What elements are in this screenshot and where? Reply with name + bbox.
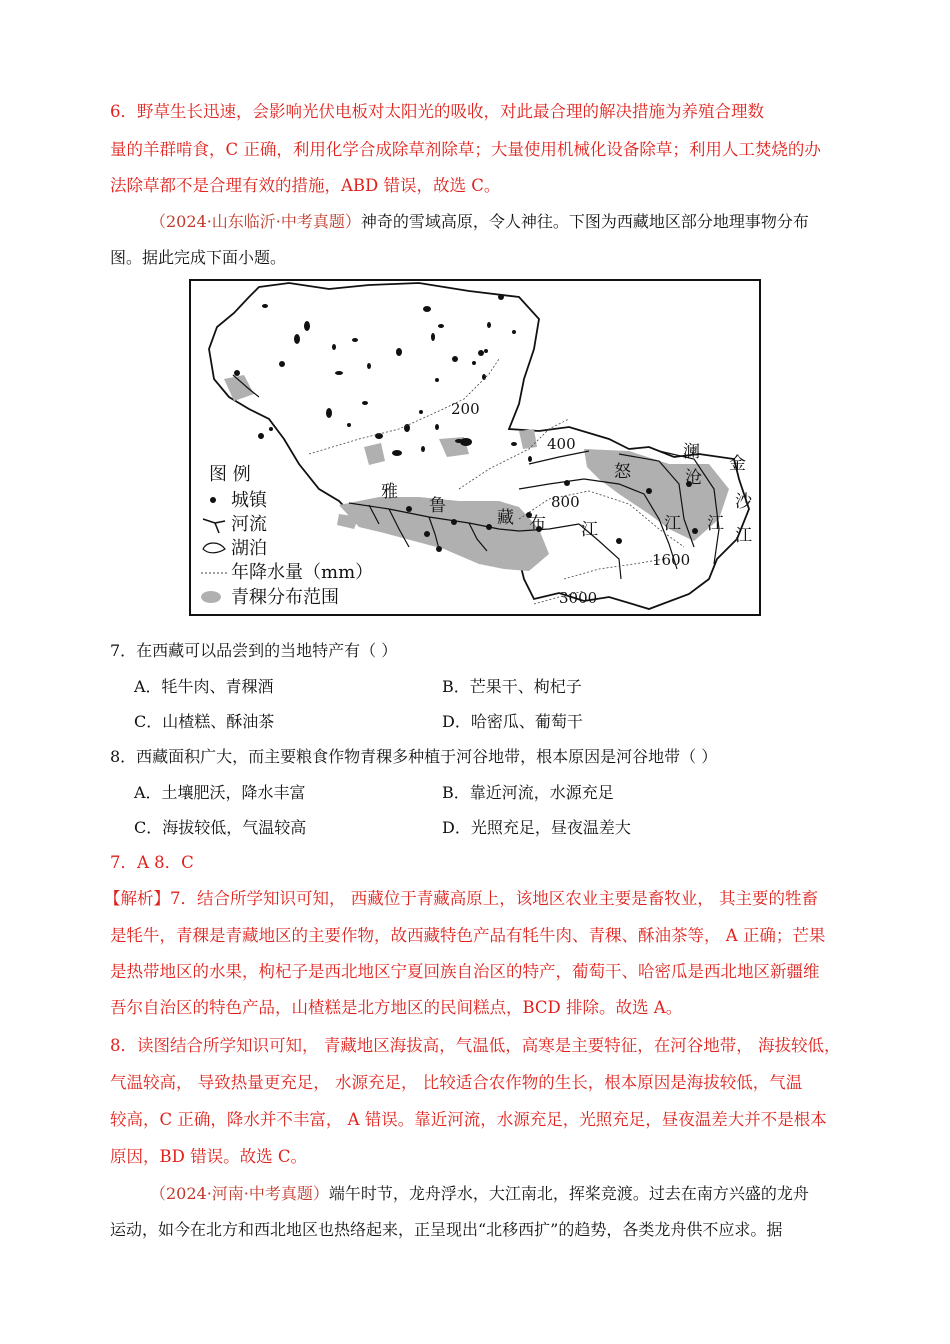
q8-option-b: B．靠近河流，水源充足 xyxy=(442,783,614,802)
material2-line-2: 运动，如今在北方和西北地区也热络起来，正呈现出“北移西扩”的趋势，各类龙舟供不应求。据 xyxy=(110,1220,783,1239)
analysis7-line-3: 是热带地区的水果，枸杞子是西北地区宁夏回族自治区的特产，葡萄干、哈密瓜是西北地区新疆维 xyxy=(110,962,820,981)
river-char-jiang-1: 江 xyxy=(581,520,598,540)
q8-option-d: D．光照充足，昼夜温差大 xyxy=(442,818,631,837)
answers: 7．A 8．C xyxy=(110,853,194,872)
legend-title: 图 例 xyxy=(209,464,251,485)
isoline-label-400: 400 xyxy=(547,435,576,453)
river-char-jiang-4: 江 xyxy=(735,526,752,546)
material1-line-1 xyxy=(150,212,809,232)
q7-option-a: A．牦牛肉、青稞酒 xyxy=(134,677,274,696)
isoline-label-3000: 3000 xyxy=(559,589,598,607)
river-char-bu: 布 xyxy=(529,514,546,534)
legend-barley: 青稞分布范围 xyxy=(231,587,339,608)
q8-option-c: C．海拔较低，气温较高 xyxy=(134,818,307,837)
material2-source: （2024·河南·中考真题） xyxy=(150,1184,329,1203)
river-char-nu: 怒 xyxy=(614,462,631,482)
river-char-jin: 金 xyxy=(729,454,746,474)
river-char-zang: 藏 xyxy=(497,508,514,528)
q6-explanation-line-1: 6．野草生长迅速，会影响光伏电板对太阳光的吸收，对此最合理的解决措施为养殖合理数 xyxy=(110,102,764,121)
analysis8-line-4: 原因，BD 错误。故选 C。 xyxy=(110,1147,307,1166)
q7-option-d: D．哈密瓜、葡萄干 xyxy=(442,712,583,731)
q6-explanation-line-2: 量的羊群啃食，C 正确，利用化学合成除草剂除草；大量使用机械化设备除草；利用人工焚烧的办 xyxy=(110,140,821,159)
legend-river: 河流 xyxy=(231,514,267,535)
legend-town-symbol xyxy=(210,497,216,503)
q7-option-b: B．芒果干、枸杞子 xyxy=(442,677,582,696)
material1-line-2: 图。据此完成下面小题。 xyxy=(110,248,287,267)
q8-option-a: A．土壤肥沃，降水丰富 xyxy=(134,783,306,802)
river-char-lu: 鲁 xyxy=(429,496,446,516)
tibet-map xyxy=(189,279,761,616)
isoline-label-1600: 1600 xyxy=(652,551,691,569)
isoline-label-800: 800 xyxy=(551,493,580,511)
analysis7-line-4: 吾尔自治区的特色产品，山楂糕是北方地区的民间糕点，BCD 排除。故选 A。 xyxy=(110,998,683,1017)
q6-explanation-line-3: 法除草都不是合理有效的措施，ABD 错误，故选 C。 xyxy=(110,176,501,195)
analysis-label: 【解析】 xyxy=(104,889,170,908)
q7-stem: 7．在西藏可以品尝到的当地特产有（ ） xyxy=(110,641,398,660)
river-char-jiang-3: 江 xyxy=(707,514,724,534)
material2-line-1 xyxy=(150,1184,809,1204)
legend-lake: 湖泊 xyxy=(231,538,267,559)
river-char-lan: 澜 xyxy=(683,442,700,462)
analysis7-text-1: 7．结合所学知识可知， 西藏位于青藏高原上，该地区农业主要是畜牧业， 其主要的牲畜 xyxy=(170,889,818,908)
analysis8-line-3: 较高，C 正确，降水并不丰富， A 错误。靠近河流，水源充足，光照充足，昼夜温差大并不是根本 xyxy=(110,1110,827,1129)
analysis8-line-1: 8．读图结合所学知识可知， 青藏地区海拔高，气温低，高寒是主要特征，在河谷地带， 海拔较低， xyxy=(110,1036,841,1055)
q8-stem: 8．西藏面积广大，而主要粮食作物青稞多种植于河谷地带，根本原因是河谷地带（ ） xyxy=(110,747,718,766)
legend-barley-symbol xyxy=(201,591,221,603)
analysis8-line-2: 气温较高， 导致热量更充足， 水源充足， 比较适合农作物的生长，根本原因是海拔较低，气温 xyxy=(110,1073,803,1092)
material1-text-1: 神奇的雪域高原，令人神往。下图为西藏地区部分地理事物分布 xyxy=(360,212,809,231)
material2-text-1: 端午时节，龙舟浮水，大江南北，挥桨竞渡。过去在南方兴盛的龙舟 xyxy=(328,1184,809,1203)
q7-option-c: C．山楂糕、酥油茶 xyxy=(134,712,275,731)
analysis7-line-1 xyxy=(104,889,818,909)
legend-precipitation: 年降水量（mm） xyxy=(231,562,374,583)
isoline-label-200: 200 xyxy=(451,400,480,418)
material1-source: （2024·山东临沂·中考真题） xyxy=(150,212,361,231)
legend-town: 城镇 xyxy=(231,490,267,511)
river-char-sha: 沙 xyxy=(735,492,752,512)
analysis7-line-2: 是牦牛，青稞是青藏地区的主要作物，故西藏特色产品有牦牛肉、青稞、酥油茶等， A 正确；芒果 xyxy=(110,926,826,945)
river-char-jiang-2: 江 xyxy=(664,514,681,534)
river-char-ya: 雅 xyxy=(381,482,398,502)
river-char-cang: 沧 xyxy=(685,468,702,488)
